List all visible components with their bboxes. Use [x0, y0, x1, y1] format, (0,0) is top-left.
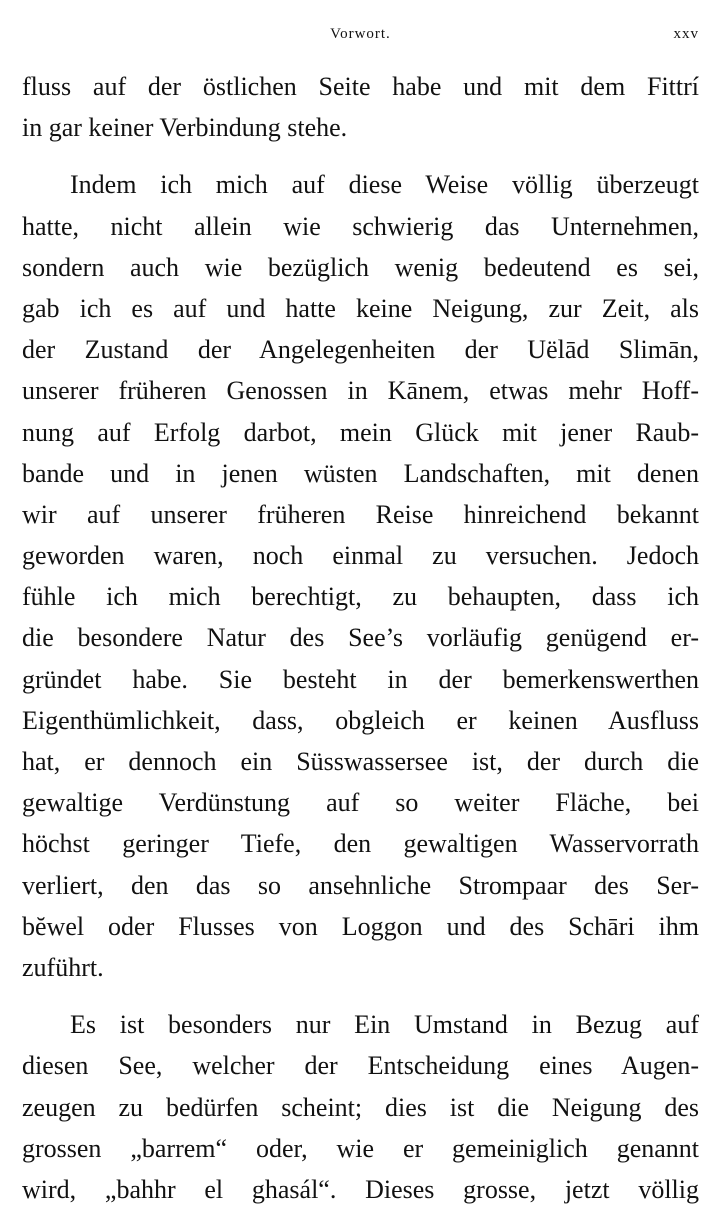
paragraph [22, 66, 699, 148]
text-line: geworden waren, noch einmal zu versuchen. Jedoch [22, 541, 699, 571]
text-line: grossen „barrem“ oder, wie er gemeiniglich genannt [22, 1133, 699, 1163]
text-line: fluss auf der östlichen Seite habe und mit dem Fittrí [22, 72, 699, 101]
text-line: unserer früheren Genossen in Kānem, etwas mehr Hoff- [22, 376, 699, 406]
running-head-title: Vorwort. [330, 26, 391, 42]
text-line: hat, er dennoch ein Süsswassersee ist, der durch die [22, 747, 699, 776]
text-line: wir auf unserer früheren Reise hinreichend bekannt [22, 499, 699, 529]
text-line: gewaltige Verdünstung auf so weiter Fläche, bei [22, 788, 699, 818]
text-line: hatte, nicht allein wie schwierig das Unternehmen, [22, 211, 699, 241]
text-line: verliert, den das so ansehnliche Strompaar des Ser- [22, 870, 699, 900]
text-line: diesen See, welcher der Entscheidung eines Augen- [22, 1051, 699, 1081]
paragraph [22, 164, 699, 988]
text-line: gründet habe. Sie besteht in der bemerkenswerthen [22, 664, 699, 694]
text-line: fühle ich mich berechtigt, zu behaupten, dass ich [22, 582, 699, 612]
text-line: bande und in jenen wüsten Landschaften, mit denen [22, 458, 699, 488]
text-line: sondern auch wie bezüglich wenig bedeutend es sei, [22, 252, 699, 282]
text-line: Eigenthümlichkeit, dass, obgleich er keinen Ausfluss [22, 705, 699, 735]
page-number: xxv [673, 26, 699, 42]
text-line: gab ich es auf und hatte keine Neigung, zur Zeit, als [22, 293, 699, 323]
text-line: Es ist besonders nur Ein Umstand in Bezug auf [70, 1010, 699, 1040]
text-line: Indem ich mich auf diese Weise völlig überzeugt [70, 170, 699, 200]
text-line: wird, „bahhr el ghasál“. Dieses grosse, jetzt völlig [22, 1174, 699, 1204]
text-line: zeugen zu bedürfen scheint; dies ist die Neigung des [22, 1092, 699, 1122]
body-text [22, 66, 699, 1210]
text-line: zuführt. [22, 952, 104, 982]
paragraph [22, 1004, 699, 1210]
text-line: nung auf Erfolg darbot, mein Glück mit jener Raub- [22, 417, 699, 447]
text-line: in gar keiner Verbindung stehe. [22, 113, 348, 143]
text-line: der Zustand der Angelegenheiten der Uëlād Slimān, [22, 335, 699, 365]
text-line: die besondere Natur des See’s vorläufig genügend er- [22, 623, 699, 653]
text-line: bĕwel oder Flusses von Loggon und des Schāri ihm [22, 911, 699, 941]
running-head [22, 26, 699, 50]
text-line: höchst geringer Tiefe, den gewaltigen Wasservorrath [22, 829, 699, 859]
